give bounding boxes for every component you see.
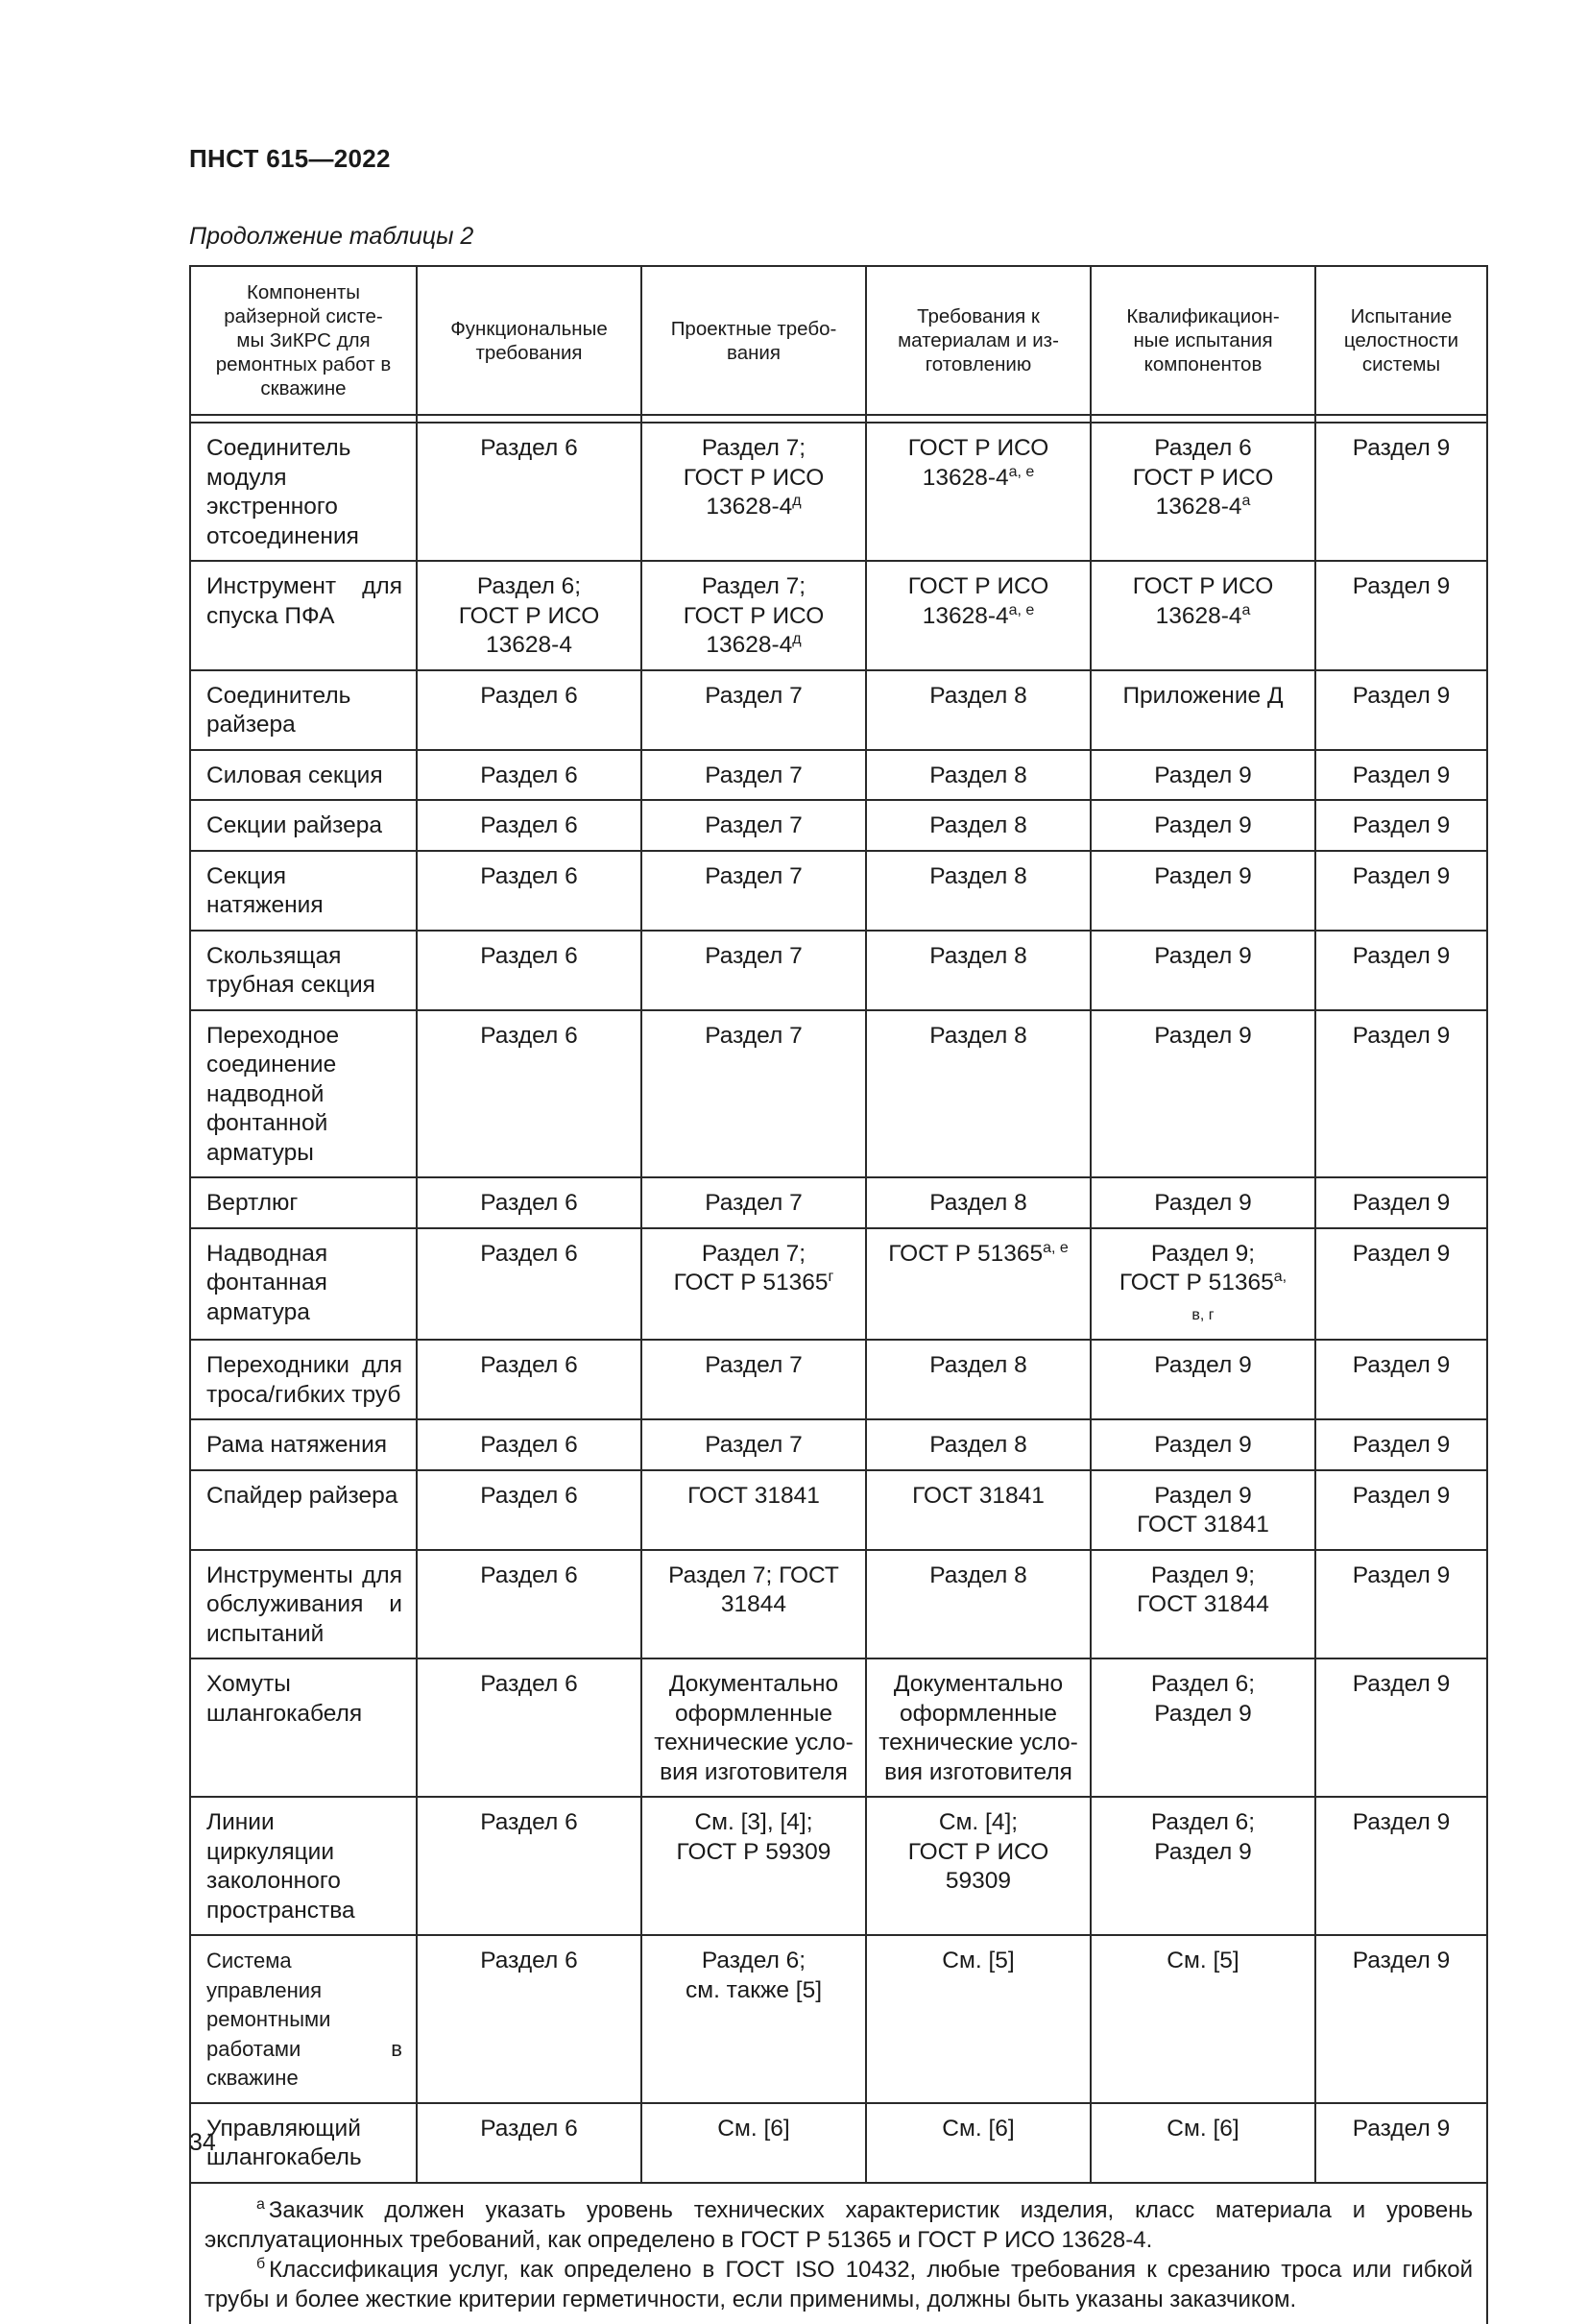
functional-req: Раздел 6	[417, 750, 641, 801]
functional-req: Раздел 6	[417, 1470, 641, 1550]
component-name: Спайдер райзера	[190, 1470, 417, 1550]
table-row	[190, 1177, 1487, 1228]
materials-footnote-mark: а, е	[1008, 463, 1035, 480]
materials-req	[866, 1228, 1091, 1341]
materials-req	[866, 1550, 1091, 1659]
materials-text: Документально оформленные технические усло- вия изготовителя	[878, 1671, 1078, 1785]
qualification-req	[1091, 1935, 1315, 2103]
header-design: Проектные требо- вания	[641, 266, 866, 415]
integrity-test: Раздел 9	[1315, 1340, 1487, 1419]
materials-req	[866, 750, 1091, 801]
design-text: Раздел 7; ГОСТ Р ИСО 13628-4	[683, 573, 825, 658]
qualification-req	[1091, 1658, 1315, 1797]
materials-text: Раздел 8	[929, 762, 1027, 788]
qualification-req	[1091, 1228, 1315, 1341]
qualification-text: Раздел 9 ГОСТ 31841	[1137, 1482, 1269, 1537]
integrity-test: Раздел 9	[1315, 1470, 1487, 1550]
table-header-row	[190, 266, 1487, 415]
qualification-footnote-mark: а	[1241, 601, 1251, 618]
materials-req	[866, 1419, 1091, 1470]
qualification-req	[1091, 851, 1315, 931]
design-req	[641, 1010, 866, 1178]
qualification-text: Приложение Д	[1122, 682, 1284, 709]
design-text: Раздел 7	[705, 682, 803, 709]
functional-req: Раздел 6	[417, 1550, 641, 1659]
materials-req	[866, 1470, 1091, 1550]
component-name: Инструмент для спуска ПФА	[190, 561, 417, 670]
materials-text: Раздел 8	[929, 812, 1027, 838]
materials-req	[866, 851, 1091, 931]
qualification-footnote-mark: а	[1241, 493, 1251, 509]
component-name: Линии циркуляции заколонного пространства	[190, 1797, 417, 1935]
materials-text: ГОСТ Р ИСО 13628-4	[907, 573, 1049, 629]
component-name: Управляющий шлангокабель	[190, 2103, 417, 2183]
functional-req: Раздел 6	[417, 1340, 641, 1419]
materials-req	[866, 931, 1091, 1010]
design-req	[641, 670, 866, 750]
qualification-req	[1091, 1340, 1315, 1419]
integrity-test: Раздел 9	[1315, 931, 1487, 1010]
component-name: Переходное соединение надводной фонтанной арматуры	[190, 1010, 417, 1178]
qualification-text: Раздел 9	[1154, 812, 1252, 838]
integrity-test: Раздел 9	[1315, 1797, 1487, 1935]
table-row	[190, 1010, 1487, 1178]
materials-req	[866, 670, 1091, 750]
design-req	[641, 561, 866, 670]
integrity-test: Раздел 9	[1315, 800, 1487, 851]
component-name: Переходники для троса/гибких труб	[190, 1340, 417, 1419]
integrity-test: Раздел 9	[1315, 851, 1487, 931]
footnote-a-mark: а	[256, 2195, 265, 2213]
qualification-text: Раздел 9	[1154, 1432, 1252, 1458]
functional-req: Раздел 6	[417, 1419, 641, 1470]
table-row	[190, 800, 1487, 851]
materials-req	[866, 1935, 1091, 2103]
integrity-test: Раздел 9	[1315, 670, 1487, 750]
footnote-b-text: Классификация услуг, как определено в ГОСТ ISO 10432, любые требования к срезанию троса или гибкой трубы и более жесткие критерии герметичности, если применимы, должны быть указаны заказчиком.	[205, 2256, 1473, 2312]
integrity-test: Раздел 9	[1315, 1010, 1487, 1178]
footnote-b-mark: б	[256, 2255, 266, 2272]
qualification-text: Раздел 6; Раздел 9	[1150, 1809, 1256, 1865]
materials-req	[866, 1797, 1091, 1935]
materials-req	[866, 1340, 1091, 1419]
functional-req: Раздел 6	[417, 1010, 641, 1178]
qualification-footnote-tail: в, г	[1191, 1306, 1215, 1323]
design-text: Раздел 6; см. также [5]	[685, 1948, 823, 2003]
qualification-req	[1091, 670, 1315, 750]
qualification-text: Раздел 6 ГОСТ Р ИСО 13628-4	[1132, 435, 1274, 520]
design-req	[641, 931, 866, 1010]
component-name: Рама натяжения	[190, 1419, 417, 1470]
table-row	[190, 423, 1487, 561]
qualification-req	[1091, 750, 1315, 801]
functional-req: Раздел 6	[417, 670, 641, 750]
component-name: Соединитель райзера	[190, 670, 417, 750]
functional-req: Раздел 6	[417, 1177, 641, 1228]
integrity-test: Раздел 9	[1315, 561, 1487, 670]
header-functional: Функциональные требования	[417, 266, 641, 415]
design-text: См. [6]	[717, 2115, 790, 2142]
materials-req	[866, 561, 1091, 670]
table-row	[190, 1470, 1487, 1550]
functional-req: Раздел 6	[417, 1228, 641, 1341]
design-text: Документально оформленные технические усло- вия изготовителя	[654, 1671, 854, 1785]
materials-text: Раздел 8	[929, 862, 1027, 889]
footnote-a-text: Заказчик должен указать уровень технических характеристик изделия, класс материала и уровень эксплуатационных требований, как определено в ГОСТ Р 51365 и ГОСТ Р ИСО 13628-4.	[205, 2196, 1473, 2253]
footnotes-cell	[190, 2183, 1487, 2324]
table-caption: Продолжение таблицы 2	[189, 223, 474, 250]
table-row	[190, 1797, 1487, 1935]
qualification-text: Раздел 9; ГОСТ Р 51365	[1119, 1240, 1274, 1295]
qualification-text: Раздел 9	[1154, 1190, 1252, 1216]
footnote-b	[205, 2255, 1473, 2314]
design-req	[641, 1177, 866, 1228]
qualification-req	[1091, 561, 1315, 670]
design-footnote-mark: г	[828, 1269, 834, 1285]
integrity-test: Раздел 9	[1315, 750, 1487, 801]
design-req	[641, 1419, 866, 1470]
qualification-text: Раздел 9; ГОСТ 31844	[1137, 1561, 1269, 1617]
materials-text: Раздел 8	[929, 1561, 1027, 1588]
design-text: Раздел 7; ГОСТ Р 51365	[673, 1240, 829, 1295]
header-materials: Требования к материалам и из- готовлению	[866, 266, 1091, 415]
requirements-table-container	[189, 265, 1486, 2324]
component-name: Надводная фонтанная арматура	[190, 1228, 417, 1341]
qualification-req	[1091, 1550, 1315, 1659]
design-text: Раздел 7; ГОСТ 31844	[668, 1561, 839, 1617]
integrity-test: Раздел 9	[1315, 1419, 1487, 1470]
table-row	[190, 2103, 1487, 2183]
table-row	[190, 561, 1487, 670]
materials-text: Раздел 8	[929, 1022, 1027, 1049]
qualification-req	[1091, 1177, 1315, 1228]
qualification-text: ГОСТ Р ИСО 13628-4	[1132, 573, 1274, 629]
design-footnote-mark: д	[792, 631, 802, 647]
materials-req	[866, 2103, 1091, 2183]
qualification-text: Раздел 9	[1154, 1022, 1252, 1049]
qualification-req	[1091, 1470, 1315, 1550]
qualification-text: См. [6]	[1167, 2115, 1239, 2142]
functional-req: Раздел 6	[417, 1935, 641, 2103]
design-footnote-mark: д	[792, 493, 802, 509]
functional-req: Раздел 6	[417, 931, 641, 1010]
qualification-text: Раздел 9	[1154, 942, 1252, 969]
qualification-req	[1091, 800, 1315, 851]
design-text: Раздел 7; ГОСТ Р ИСО 13628-4	[683, 435, 825, 520]
integrity-test: Раздел 9	[1315, 1935, 1487, 2103]
qualification-req	[1091, 1419, 1315, 1470]
integrity-test: Раздел 9	[1315, 1228, 1487, 1341]
document-id: ПНСТ 615—2022	[189, 144, 391, 173]
header-components: Компоненты райзерной систе- мы ЗиКРС для ремонтных работ в скважине	[190, 266, 417, 415]
materials-text: Раздел 8	[929, 682, 1027, 709]
materials-footnote-mark: а, е	[1008, 601, 1035, 618]
design-text: Раздел 7	[705, 1022, 803, 1049]
component-name: Силовая секция	[190, 750, 417, 801]
requirements-table	[189, 265, 1488, 2324]
table-row	[190, 1658, 1487, 1797]
functional-req: Раздел 6	[417, 1797, 641, 1935]
design-text: ГОСТ 31841	[687, 1482, 820, 1509]
integrity-test: Раздел 9	[1315, 1177, 1487, 1228]
materials-text: См. [5]	[942, 1948, 1015, 1973]
footnote-a	[205, 2195, 1473, 2255]
component-name: Инструменты для обслуживания и испытаний	[190, 1550, 417, 1659]
qualification-text: Раздел 6; Раздел 9	[1150, 1671, 1256, 1727]
materials-footnote-mark: а, е	[1043, 1239, 1069, 1256]
integrity-test: Раздел 9	[1315, 1550, 1487, 1659]
qualification-text: Раздел 9	[1154, 1352, 1252, 1378]
qualification-req	[1091, 2103, 1315, 2183]
table-row	[190, 670, 1487, 750]
materials-req	[866, 800, 1091, 851]
table-row	[190, 1550, 1487, 1659]
header-qualification: Квалификацион- ные испытания компонентов	[1091, 266, 1315, 415]
table-row	[190, 750, 1487, 801]
functional-req: Раздел 6	[417, 851, 641, 931]
materials-text: Раздел 8	[929, 1432, 1027, 1458]
design-text: Раздел 7	[705, 862, 803, 889]
footnotes-row	[190, 2183, 1487, 2324]
design-req	[641, 1797, 866, 1935]
design-text: Раздел 7	[705, 1190, 803, 1216]
design-req	[641, 750, 866, 801]
materials-req	[866, 1010, 1091, 1178]
materials-text: ГОСТ Р ИСО 13628-4	[907, 435, 1049, 491]
integrity-test: Раздел 9	[1315, 1658, 1487, 1797]
design-text: Раздел 7	[705, 812, 803, 838]
design-text: Раздел 7	[705, 942, 803, 969]
integrity-test: Раздел 9	[1315, 2103, 1487, 2183]
materials-text: ГОСТ Р 51365	[888, 1240, 1044, 1267]
table-row	[190, 1935, 1487, 2103]
design-req	[641, 2103, 866, 2183]
component-name: Скользящая трубная секция	[190, 931, 417, 1010]
materials-text: Раздел 8	[929, 942, 1027, 969]
qualification-text: Раздел 9	[1154, 862, 1252, 889]
header-integrity: Испытание целостности системы	[1315, 266, 1487, 415]
design-req	[641, 1340, 866, 1419]
table-row	[190, 851, 1487, 931]
design-text: См. [3], [4]; ГОСТ Р 59309	[676, 1809, 831, 1865]
qualification-text: Раздел 9	[1154, 762, 1252, 788]
component-name: Хомуты шлангокабеля	[190, 1658, 417, 1797]
qualification-req	[1091, 1797, 1315, 1935]
qualification-req	[1091, 931, 1315, 1010]
component-name: Система управления ремонтными работами в скважине	[190, 1935, 417, 2103]
integrity-test: Раздел 9	[1315, 423, 1487, 561]
functional-req: Раздел 6	[417, 423, 641, 561]
table-row	[190, 1419, 1487, 1470]
design-req	[641, 1550, 866, 1659]
qualification-req	[1091, 1010, 1315, 1178]
design-req	[641, 423, 866, 561]
design-req	[641, 1470, 866, 1550]
materials-req	[866, 423, 1091, 561]
materials-text: См. [4]; ГОСТ Р ИСО 59309	[907, 1809, 1049, 1894]
functional-req: Раздел 6	[417, 800, 641, 851]
materials-text: Раздел 8	[929, 1352, 1027, 1378]
design-req	[641, 800, 866, 851]
component-name: Секции райзера	[190, 800, 417, 851]
functional-req: Раздел 6	[417, 1658, 641, 1797]
table-row	[190, 931, 1487, 1010]
materials-req	[866, 1177, 1091, 1228]
page-number: 34	[189, 2129, 216, 2156]
materials-text: См. [6]	[942, 2115, 1015, 2142]
materials-req	[866, 1658, 1091, 1797]
materials-text: Раздел 8	[929, 1190, 1027, 1216]
table-row	[190, 1228, 1487, 1341]
qualification-text: См. [5]	[1167, 1948, 1239, 1973]
table-body	[190, 423, 1487, 2183]
design-req	[641, 1935, 866, 2103]
component-name: Вертлюг	[190, 1177, 417, 1228]
design-req	[641, 1658, 866, 1797]
table-row	[190, 1340, 1487, 1419]
component-name: Секция натяжения	[190, 851, 417, 931]
functional-req: Раздел 6; ГОСТ Р ИСО 13628-4	[417, 561, 641, 670]
header-gap	[190, 415, 1487, 423]
qualification-footnote-mark: а,	[1273, 1269, 1287, 1285]
design-text: Раздел 7	[705, 762, 803, 788]
functional-req: Раздел 6	[417, 2103, 641, 2183]
component-name: Соединитель модуля экстренного отсоединения	[190, 423, 417, 561]
qualification-req	[1091, 423, 1315, 561]
design-text: Раздел 7	[705, 1432, 803, 1458]
design-req	[641, 1228, 866, 1341]
design-text: Раздел 7	[705, 1352, 803, 1378]
materials-text: ГОСТ 31841	[912, 1482, 1045, 1509]
design-req	[641, 851, 866, 931]
